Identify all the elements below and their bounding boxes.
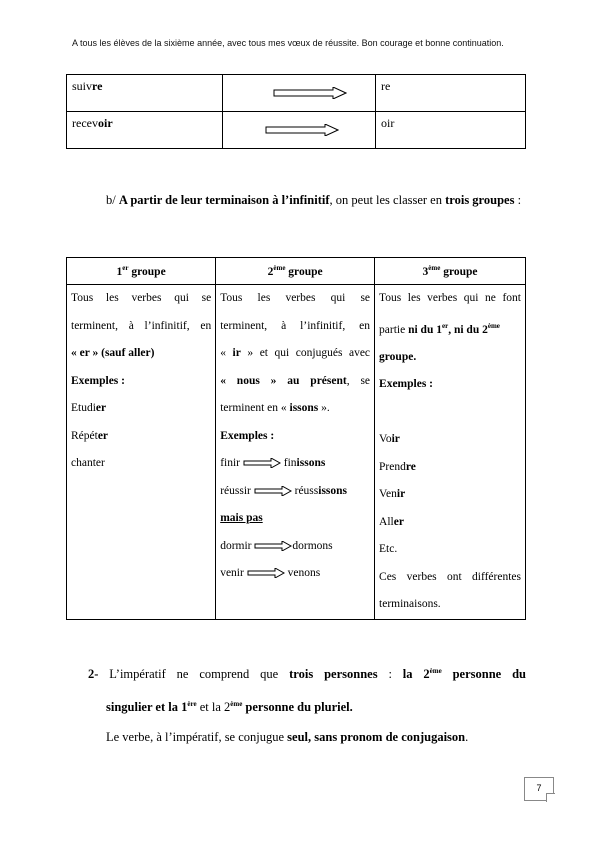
example-pair: finir finissons — [220, 457, 326, 469]
section-line: singulier et la 1ère et la 2ème personne du pluriel. — [106, 700, 353, 715]
examples-label: Exemples : — [220, 429, 275, 442]
column-header: 1er groupe — [67, 258, 216, 285]
page-number: 7 — [524, 777, 554, 801]
example-item: Etc. — [379, 543, 398, 556]
section-line: Le verbe, à l’impératif, se conjugue seul, sans pronom de conjugaison. — [106, 730, 469, 745]
arrow-icon — [273, 87, 347, 99]
cell-line: Ces verbes ont différentes — [379, 570, 521, 583]
section-line: 2- L’impératif ne comprend que trois personnes : la 2ème personne du — [88, 667, 526, 682]
para-bold: trois groupes — [445, 193, 515, 207]
cell-line: terminent en « issons ». — [220, 402, 330, 414]
paragraph-b — [70, 183, 526, 217]
verb-ending-table — [66, 74, 526, 149]
column-header: 2ème groupe — [216, 258, 375, 285]
table-row — [67, 112, 526, 149]
para-text: , on peut les classer en — [329, 193, 446, 207]
spacer — [379, 399, 521, 427]
verb-ending: oir — [97, 116, 113, 130]
cell-line: groupe. — [379, 350, 417, 363]
table-row — [67, 285, 526, 620]
page-fold-corner — [546, 793, 555, 802]
arrow-icon — [265, 124, 339, 136]
example-item: Aller — [379, 515, 404, 528]
cell-line: Tous les verbes qui se — [220, 292, 371, 304]
mais-pas: mais pas — [220, 512, 263, 524]
arrow-icon — [247, 568, 285, 578]
example-item: Répéter — [71, 429, 109, 442]
ending-cell: re — [376, 75, 526, 112]
column-header: 3ème groupe — [375, 258, 526, 285]
table-row — [67, 75, 526, 112]
table-header-row — [67, 258, 526, 285]
cell-line: terminent, à l’infinitif, en — [71, 319, 212, 332]
example-item: Voir — [379, 433, 400, 446]
example-item: Etudier — [71, 402, 107, 414]
verb-stem: suiv — [72, 79, 93, 93]
section-2 — [88, 656, 526, 752]
group2-cell — [216, 285, 375, 620]
ending-cell: oir — [376, 112, 526, 149]
verb-stem: recev — [72, 116, 98, 130]
arrow-icon — [254, 486, 292, 496]
example-item: Venir — [379, 488, 406, 501]
para-text: : — [514, 193, 522, 207]
cell-line: partie ni du 1er, ni du 2ème — [379, 321, 500, 336]
cell-line: « er » (sauf aller) — [71, 347, 155, 359]
group3-cell — [375, 285, 526, 620]
arrow-icon — [243, 458, 281, 468]
verb-cell — [67, 75, 223, 112]
group1-cell — [67, 285, 216, 620]
arrow-cell — [223, 112, 376, 149]
examples-label: Exemples : — [379, 378, 434, 391]
cell-line: terminent, à l’infinitif, en — [220, 319, 371, 332]
verb-groups-table — [66, 257, 526, 620]
para-prefix: b/ — [106, 193, 119, 207]
verb-cell — [67, 112, 223, 149]
arrow-cell — [223, 75, 376, 112]
example-pair: venir venons — [220, 567, 321, 579]
cell-line: Tous les verbes qui se — [71, 292, 212, 304]
cell-line: « nous » au présent, se — [220, 374, 371, 387]
page-header: A tous les élèves de la sixième année, avec tous mes vœux de réussite. Bon courage et bonne continuation. — [72, 38, 504, 48]
example-item: Prendre — [379, 460, 416, 473]
examples-label: Exemples : — [71, 374, 125, 387]
example-item: chanter — [71, 457, 105, 469]
cell-line: « ir » et qui conjugués avec — [220, 347, 371, 359]
example-pair: réussir réussissons — [220, 484, 348, 497]
arrow-icon — [254, 541, 292, 551]
cell-line: terminaisons. — [379, 598, 441, 611]
verb-ending: re — [92, 79, 103, 93]
example-pair: dormir dormons — [220, 539, 333, 552]
cell-line: Tous les verbes qui ne font — [379, 292, 521, 304]
para-bold: A partir de leur terminaison à l’infinitif — [118, 193, 330, 207]
